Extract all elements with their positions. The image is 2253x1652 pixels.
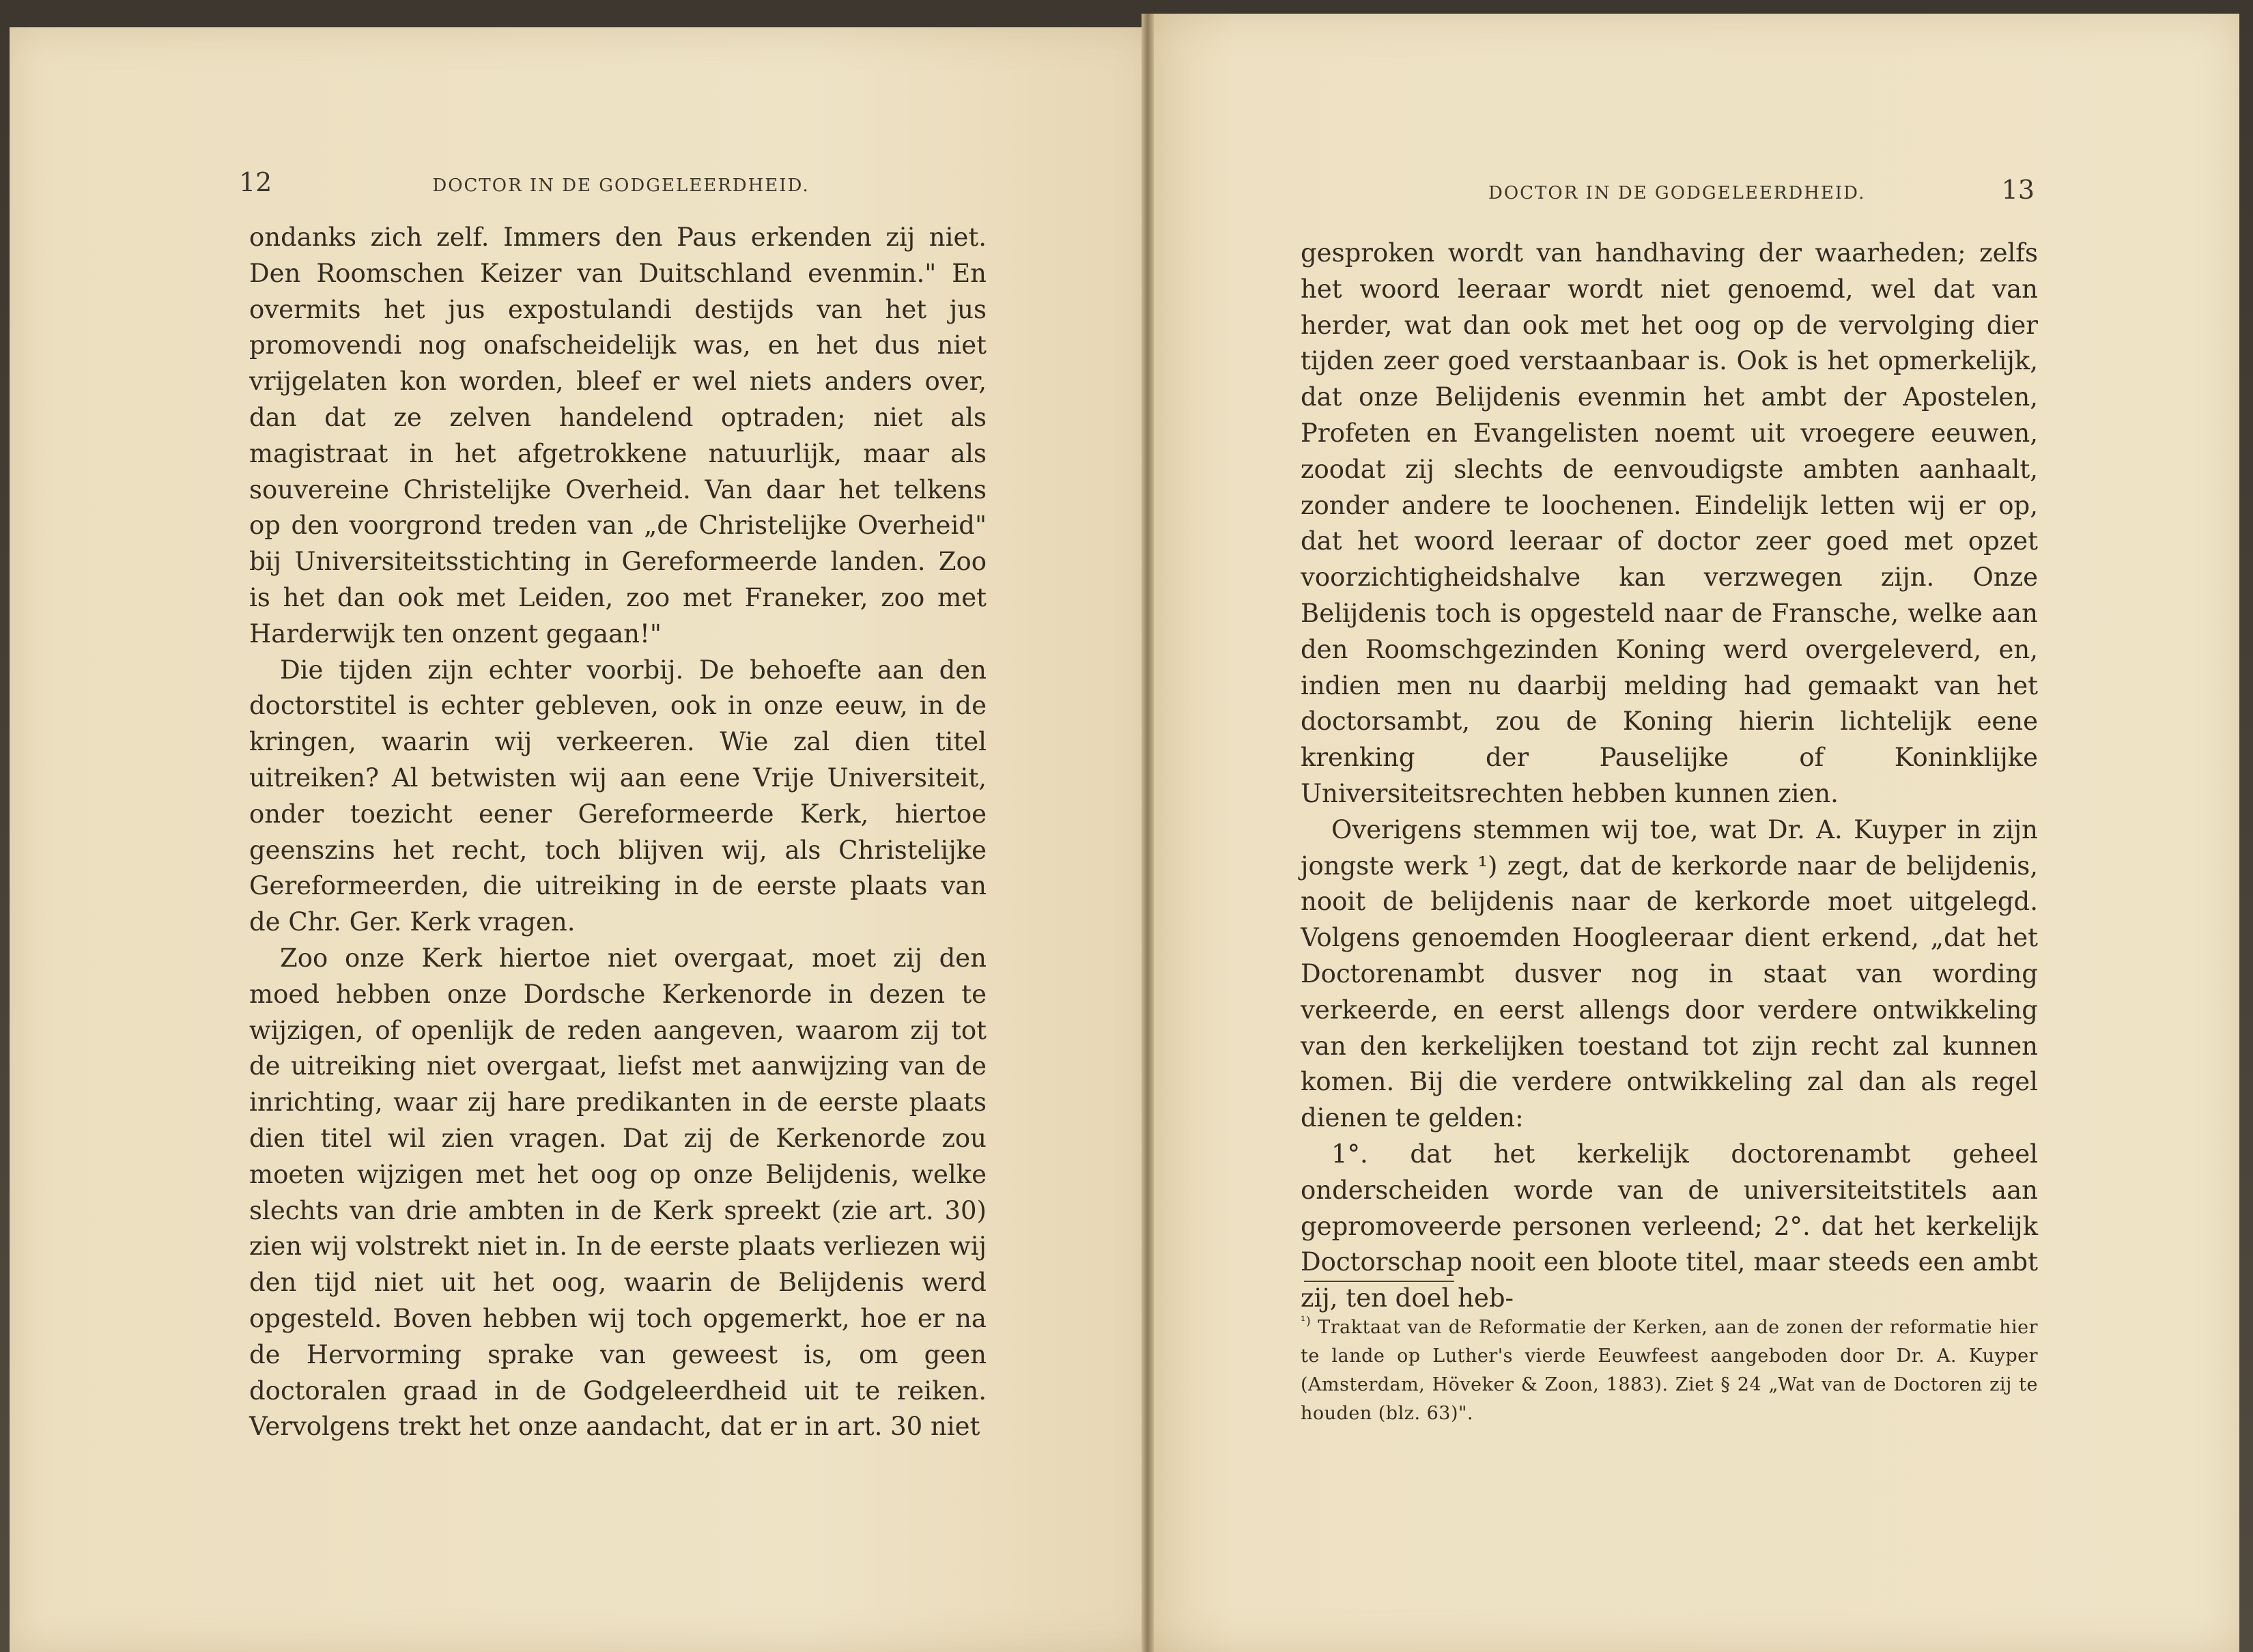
left-paragraph-2: Die tijden zijn echter voorbij. De behoefte aan den doctorstitel is echter gebleven, ook in onze eeuw, in de kringen, waarin wij verkeeren. Wie zal dien titel uitreiken? Al betwisten wij aan eene Vrije Universiteit, onder toezicht eener Gereformeerde Kerk, hiertoe geenszins het recht, toch blijven wij, als Christelijke Gereformeerden, die uitreiking in de eerste plaats van de Chr. Ger. Kerk vragen. (249, 655, 987, 937)
footnote-divider (1304, 1281, 1454, 1282)
book-gutter (1142, 14, 1154, 1652)
right-page-header (1488, 175, 2035, 205)
right-paragraph-3: 1°. dat het kerkelijk doctorenambt geheel onderscheiden worde van de universiteitstitels aan gepromoveerde personen verleend; 2°. dat het kerkelijk Doctorschap nooit een bloote titel, maar steeds een ambt zij, ten doel heb- (1301, 1139, 2038, 1313)
right-page-number: 13 (2001, 175, 2035, 205)
left-page-body (249, 220, 987, 1445)
footnote-marker: ¹) (1301, 1314, 1312, 1328)
right-paragraph-2: Overigens stemmen wij toe, wat Dr. A. Kuyper in zijn jongste werk ¹) zegt, dat de kerkorde naar de belijdenis, nooit de belijdenis naar de kerkorde moet uitgelegd. Volgens genoemden Hoogleeraar dient erkend, „dat het Doctorenambt dusver nog in staat van wording verkeerde, en eerst allengs door verdere ontwikkeling van den kerkelijken toestand tot zijn recht zal kunnen komen. Bij die verdere ontwikkeling zal dan als regel dienen te gelden: (1301, 814, 2038, 1133)
footnote (1301, 1307, 2038, 1428)
left-page-number: 12 (239, 167, 272, 197)
right-running-head: DOCTOR IN DE GODGELEERDHEID. (1488, 183, 1866, 203)
left-running-head: DOCTOR IN DE GODGELEERDHEID. (432, 175, 810, 196)
left-page-header (239, 167, 997, 197)
right-paragraph-1: gesproken wordt van handhaving der waarheden; zelfs het woord leeraar wordt niet genoemd, wel dat van herder, wat dan ook met het oog op de vervolging dier tijden zeer goed verstaanbaar is. Ook is het opmerkelijk, dat onze Belijdenis evenmin het ambt der Apostelen, Profeten en Evangelisten noemt uit vroegere eeuwen, zoodat zij slechts de eenvoudigste ambten aanhaalt, zonder andere te loochenen. Eindelijk letten wij er op, dat het woord leeraar of doctor zeer goed met opzet voorzichtigheidshalve kan verzwegen zijn. Onze Belijdenis toch is opgesteld naar de Fransche, welke aan den Roomschgezinden Koning werd overgeleverd, en, indien men nu daarbij melding had gemaakt van het doctorsambt, zou de Koning hierin lichtelijk eene krenking der Pauselijke of Koninklijke Universiteitsrechten hebben kunnen zien. (1301, 238, 2038, 808)
left-paragraph-1: ondanks zich zelf. Immers den Paus erkenden zij niet. Den Roomschen Keizer van Duitschland evenmin." En overmits het jus expostulandi destijds van het jus promovendi nog onafscheidelijk was, en het dus niet vrijgelaten kon worden, bleef er wel niets anders over, dan dat ze zelven handelend optraden; niet als magistraat in het afgetrokkene natuurlijk, maar als souvereine Christelijke Overheid. Van daar het telkens op den voorgrond treden van „de Christelijke Overheid" bij Universiteitsstichting in Gereformeerde landen. Zoo is het dan ook met Leiden, zoo met Franeker, zoo met Harderwijk ten onzent gegaan!" (249, 223, 987, 649)
right-page-body (1301, 236, 2038, 1317)
footnote-text: Traktaat van de Reformatie der Kerken, aan de zonen der reformatie hier te lande op Luther's vierde Eeuwfeest aangeboden door Dr. A. Kuyper (Amsterdam, Höveker & Zoon, 1883). Ziet § 24 „Wat van de Doctoren zij te houden (blz. 63)". (1301, 1317, 2038, 1424)
left-paragraph-3: Zoo onze Kerk hiertoe niet overgaat, moet zij den moed hebben onze Dordsche Kerkenorde in dezen te wijzigen, of openlijk de reden aangeven, waarom zij tot de uitreiking niet overgaat, liefst met aanwijzing van de inrichting, waar zij hare predikanten in de eerste plaats dien titel wil zien vragen. Dat zij de Kerkenorde zou moeten wijzigen met het oog op onze Belijdenis, welke slechts van drie ambten in de Kerk spreekt (zie art. 30) zien wij volstrekt niet in. In de eerste plaats verliezen wij den tijd niet uit het oog, waarin de Belijdenis werd opgesteld. Boven hebben wij toch opgemerkt, hoe er na de Hervorming sprake van geweest is, om geen doctoralen graad in de Godgeleerdheid uit te reiken. Vervolgens trekt het onze aandacht, dat er in art. 30 niet (249, 943, 987, 1442)
